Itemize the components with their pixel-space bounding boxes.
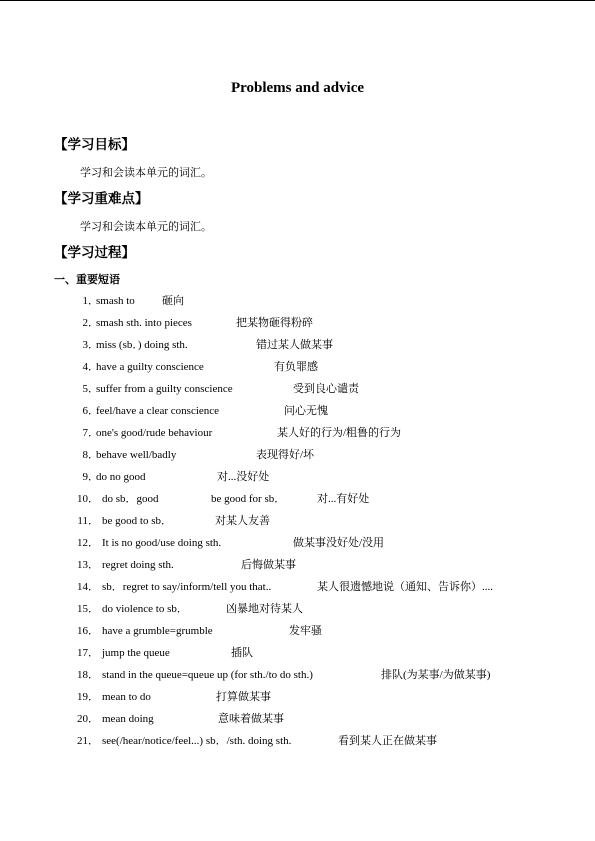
item-number: 1． [82, 295, 99, 307]
item-meaning: 发牢骚 [289, 625, 322, 637]
key-points-heading: 【学习重难点】 [54, 191, 149, 206]
item-meaning: 对某人友善 [215, 515, 270, 527]
item-phrase: mean to do [102, 691, 151, 703]
item-phrase: mean doing [102, 713, 154, 725]
item-phrase: behave well/badly [96, 449, 177, 461]
item-number: 2． [82, 317, 99, 329]
item-number: 15． [77, 603, 99, 615]
item-number: 20． [77, 713, 99, 725]
item-phrase: do sb．good [102, 493, 159, 505]
list-item [0, 667, 595, 689]
item-meaning: 表现得好/坏 [256, 449, 315, 461]
page-title: Problems and advice [230, 80, 365, 96]
list-item [0, 733, 595, 755]
item-number: 12． [77, 537, 99, 549]
list-item [0, 535, 595, 557]
item-phrase: miss (sb．) doing sth. [96, 339, 188, 351]
item-phrase: smash to [96, 295, 135, 307]
item-meaning: 打算做某事 [216, 691, 271, 703]
item-number: 8． [82, 449, 99, 461]
item-phrase: be good for sb． [211, 493, 286, 505]
item-number: 16． [77, 625, 99, 637]
item-meaning: 对...有好处 [317, 493, 370, 505]
item-number: 7． [82, 427, 99, 439]
list-item [0, 381, 595, 403]
list-item [0, 513, 595, 535]
item-phrase: sb．regret to say/inform/tell you that.. [102, 581, 272, 593]
item-number: 17． [77, 647, 99, 659]
list-item [0, 711, 595, 733]
list-item [0, 315, 595, 337]
item-number: 21． [77, 735, 99, 747]
list-item [0, 623, 595, 645]
item-number: 13． [77, 559, 99, 571]
item-phrase: smash sth. into pieces [96, 317, 192, 329]
process-heading: 【学习过程】 [54, 245, 135, 260]
item-meaning: 插队 [231, 647, 253, 659]
item-phrase: feel/have a clear conscience [96, 405, 220, 417]
item-number: 5． [82, 383, 99, 395]
list-item [0, 491, 595, 513]
item-meaning: 做某事没好处/没用 [293, 537, 385, 549]
item-meaning: 对...没好处 [217, 471, 270, 483]
item-meaning: 看到某人正在做某事 [338, 735, 437, 747]
item-meaning: 有负罪感 [274, 361, 318, 373]
list-item [0, 403, 595, 425]
phrase-list [0, 293, 595, 755]
list-item [0, 337, 595, 359]
goal-text: 学习和会读本单元的词汇。 [80, 167, 212, 179]
item-number: 9． [82, 471, 99, 483]
list-item [0, 469, 595, 491]
item-meaning: 受到良心谴责 [293, 383, 359, 395]
item-phrase: do violence to sb． [102, 603, 188, 615]
item-meaning: 某人好的行为/粗鲁的行为 [277, 427, 402, 439]
list-item [0, 447, 595, 469]
item-number: 3． [82, 339, 99, 351]
item-phrase: see(/hear/notice/feel...) sb．/sth. doing sth. [102, 735, 292, 747]
list-item [0, 579, 595, 601]
item-number: 10． [77, 493, 99, 505]
item-phrase: do no good [96, 471, 146, 483]
item-number: 4． [82, 361, 99, 373]
item-meaning: 排队(为某事/为做某事) [381, 669, 491, 681]
item-phrase: regret doing sth. [102, 559, 174, 571]
item-meaning: 把某物砸得粉碎 [236, 317, 313, 329]
top-rule [0, 0, 595, 1]
list-item [0, 557, 595, 579]
item-number: 14． [77, 581, 99, 593]
item-meaning: 某人很遗憾地说（通知、告诉你）.... [317, 581, 493, 593]
item-phrase: jump the queue [102, 647, 170, 659]
item-number: 19． [77, 691, 99, 703]
item-number: 6． [82, 405, 99, 417]
item-phrase: It is no good/use doing sth. [102, 537, 222, 549]
key-points-text: 学习和会读本单元的词汇。 [80, 221, 212, 233]
item-phrase: have a grumble=grumble [102, 625, 213, 637]
section-title: 一、重要短语 [54, 274, 120, 286]
list-item [0, 359, 595, 381]
goal-heading: 【学习目标】 [54, 137, 135, 152]
item-meaning: 后悔做某事 [241, 559, 296, 571]
list-item [0, 293, 595, 315]
list-item [0, 689, 595, 711]
list-item [0, 601, 595, 623]
item-meaning: 凶暴地对待某人 [226, 603, 303, 615]
item-meaning: 错过某人做某事 [256, 339, 333, 351]
list-item [0, 425, 595, 447]
item-phrase: one's good/rude behaviour [96, 427, 213, 439]
item-meaning: 意味着做某事 [218, 713, 284, 725]
item-phrase: be good to sb． [102, 515, 172, 527]
item-meaning: 问心无愧 [284, 405, 328, 417]
list-item [0, 645, 595, 667]
item-phrase: stand in the queue=queue up (for sth./to do sth.) [102, 669, 313, 681]
item-number: 11． [77, 515, 99, 527]
item-number: 18． [77, 669, 99, 681]
item-phrase: have a guilty conscience [96, 361, 204, 373]
item-meaning: 砸向 [162, 295, 184, 307]
item-phrase: suffer from a guilty conscience [96, 383, 233, 395]
